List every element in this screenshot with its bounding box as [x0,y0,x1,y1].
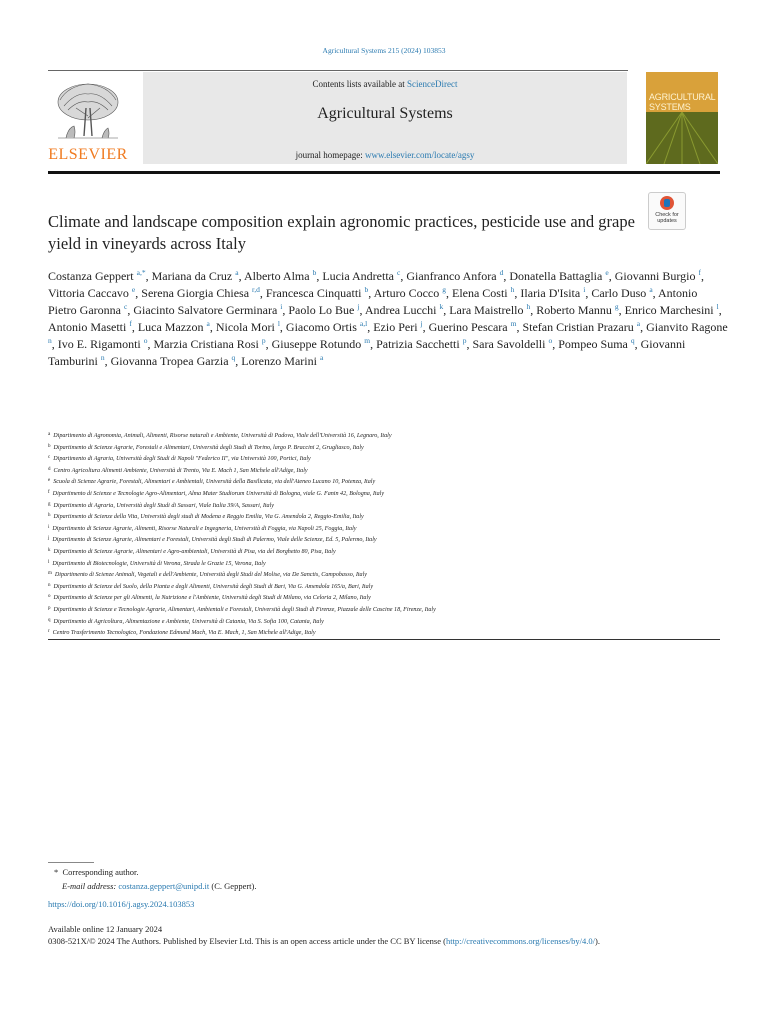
author-name[interactable]: Andrea Lucchi [364,302,437,317]
homepage-link[interactable]: www.elsevier.com/locate/agsy [365,150,475,160]
author-affiliation-ref[interactable]: a [206,318,210,328]
check-updates-bookmark-icon [664,199,670,207]
author-name[interactable]: Francesca Cinquatti [265,285,362,300]
author-name[interactable]: Elena Costi [451,285,508,300]
author-name[interactable]: Ivo E. Rigamonti [57,336,141,351]
author-name[interactable]: Patrizia Sacchetti [376,336,460,351]
author-affiliation-ref[interactable]: a [649,284,653,294]
author-name[interactable]: Enrico Marchesini [624,302,714,317]
author-affiliation-ref[interactable]: g [442,284,446,294]
footnote [54,865,714,893]
affiliation-label: b [48,443,51,449]
author-affiliation-ref[interactable]: r,d [252,284,260,294]
author-affiliation-ref[interactable]: m [364,335,371,345]
email-link[interactable]: costanza.geppert@unipd.it [118,881,210,891]
author-affiliation-ref[interactable]: f [129,318,132,328]
elsevier-logo[interactable] [48,78,128,164]
article-title: Climate and landscape composition explain agronomic practices, pesticide use and grape yield in vineyards across Italy [48,212,635,253]
affiliation-label: f [48,489,50,495]
author-affiliation-ref[interactable]: p [462,335,467,345]
affiliation-label: j [48,536,50,542]
author-affiliation-ref[interactable]: j [420,318,423,328]
affiliation-text: Dipartimento di Agricoltura, Alimentazione e Ambiente, Università di Catania, Via S. Sofia 100, Catania, Italy [53,618,324,625]
author-name[interactable]: Sara Savoldelli [472,336,546,351]
affiliation-label: d [48,466,51,472]
publisher-name: ELSEVIER [48,146,128,163]
affiliation-item [48,627,728,639]
affiliation-label: l [48,559,50,565]
author-name[interactable]: Giovanna Tropea Garzia [110,353,229,368]
affiliation-item [48,604,728,616]
author-affiliation-ref[interactable]: l [277,318,280,328]
affiliation-item [48,616,728,628]
cover-title: AGRICULTURAL SYSTEMS [649,92,716,112]
author-name[interactable]: Paolo Lo Bue [288,302,355,317]
author-name[interactable]: Ilaria D'Isita [520,285,581,300]
elsevier-tree-icon [48,78,128,144]
author-affiliation-ref[interactable]: b [312,268,317,277]
affiliation-label: k [48,547,51,553]
affiliation-label: h [48,513,51,519]
affiliation-item [48,500,728,512]
section-rule [48,639,720,640]
affiliation-text: Dipartimento di Agraria, Università degli Studi di Sassari, Viale Italia 39/A, Sassari, Italy [53,502,274,509]
author-affiliation-ref[interactable]: n [100,352,105,362]
affiliation-item [48,488,728,500]
author-list: Costanza Geppert $^{a,*}$, Mariana da Cruz $^a$, Alberto Alma $^b$, Lucia Andretta $^c$, Gianfranco Anfora $^d$, Donatella Battaglia $^e$, Giovanni Burgio $^f$, Vittoria Caccavo $^e$, Serena Giorgia Chiesa $^{r,d}$, Francesca Cinquatti $^b$, Arturo Cocco $^g$, Elena Costi $^h$, Ilaria D'Isita $^i$, Carlo Duso $^a$, Antonio Pietro Garonna $^c$, Giacinto Salvatore Germinara $^i$, Paolo Lo Bue $^j$, Andrea Lucchi $^k$, Lara Maistrello $^h$, Roberto Mannu $^g$, Enrico Marchesini $^l$, Antonio Masetti $^f$, Luca Mazzon $^a$, Nicola Mori $^l$, Giacomo Ortis $^{a,l}$, Ezio Peri $^j$, Guerino Pescara $^m$, Stefan Cristian Prazaru $^a$, Gianvito Ragone $^n$, Ivo E. Rigamonti $^o$, Marzia Cristiana Rosi $^p$, Giuseppe Rotundo $^m$, Patrizia Sacchetti $^p$, Sara Savoldelli $^o$, Pompeo Suma $^q$, Giovanni Tamburini $^n$, Giovanna Tropea Garzia $^q$, Lorenzo Marini $^a$ [48,268,728,368]
affiliation-item [48,442,728,454]
affiliation-label: o [48,594,51,600]
check-for-updates-button[interactable] [648,192,686,230]
affiliation-label: r [48,629,50,635]
author-name[interactable]: Luca Mazzon [137,319,204,334]
affiliation-item [48,523,728,535]
author-name[interactable]: Giovanni Burgio [614,269,696,283]
affiliation-label: c [48,455,51,461]
affiliation-label: p [48,605,51,611]
affiliation-text: Dipartimento di Scienze Agrarie, Alimentari e Forestali, Università degli Studi di Palermo, Viale delle Scienze, Ed. 5, Palermo, Italy [52,537,377,544]
license-line: 0308-521X/© 2024 The Authors. Published by Elsevier Ltd. This is an open access article under the CC BY license (http://creativecommons.org/licenses/by/4.0/). [48,935,600,946]
affiliation-item [48,476,728,488]
affiliation-label: g [48,501,51,507]
affiliation-label: e [48,478,51,484]
affiliation-text: Dipartimento di Scienze Agrarie, Alimenti, Risorse Naturali e Ingegneria, Università di Foggia, via Napoli 25, Foggia, Italy [52,525,357,532]
affiliation-item [48,569,728,581]
affiliation-text: Dipartimento di Scienze Agrarie, Alimentari e Agro-ambientali, Università di Pisa, via del Borghetto 80, Pisa, Italy [53,548,336,555]
license-link[interactable]: http://creativecommons.org/licenses/by/4.0/ [445,935,595,946]
affiliation-text: Scuola di Scienze Agrarie, Forestali, Alimentari e Ambientali, Università della Basilicata, via dell'Ateneo Lucano 10, Potenza, Italy [53,479,376,486]
author-affiliation-ref[interactable]: e [131,284,136,294]
sciencedirect-link[interactable]: ScienceDirect [407,79,458,89]
check-updates-label: Check for updates [655,212,679,224]
author-affiliation-ref[interactable]: m [510,318,517,328]
affiliation-text: Dipartimento di Scienze del Suolo, della Pianta e degli Alimenti, Università degli Studi di Bari, Via G. Amendola 165/a, Bari, Italy [53,583,374,590]
author-name[interactable]: Lorenzo Marini [241,353,317,368]
affiliation-text: Centro Trasferimento Tecnologico, Fondazione Edmund Mach, Via E. Mach, 1, San Michele all'Adige, Italy [52,630,316,637]
affiliation-item [48,558,728,570]
footnote-star: * [54,867,59,877]
homepage-line: journal homepage: www.elsevier.com/locate/agsy [295,150,475,160]
affiliation-text: Dipartimento di Scienze e Tecnologie Agrarie, Alimentari, Ambientali e Forestali, Università degli Studi di Firenze, Piazzale delle Cascine 18, Firenze, Italy [53,606,436,613]
author-affiliation-ref[interactable]: q [630,335,635,345]
author-affiliation-ref[interactable]: e [605,268,609,277]
affiliation-text: Dipartimento di Scienze Animali, Vegetali e dell'Ambiente, Università degli Studi del Molise, via De Sanctis, Campobasso, Italy [54,572,367,579]
author-affiliation-ref[interactable]: a,* [136,268,146,277]
author-affiliation-ref[interactable]: l [716,301,719,311]
author-name[interactable]: Vittoria Caccavo [48,285,129,300]
contents-line: Contents lists available at ScienceDirect [312,79,458,89]
affiliation-label: q [48,617,51,623]
author-affiliation-ref[interactable]: a [235,268,239,277]
affiliation-item [48,546,728,558]
journal-cover-image[interactable] [646,72,718,164]
affiliation-label: a [48,432,51,437]
author-name[interactable]: Giacomo Ortis [285,319,357,334]
author-affiliation-ref[interactable]: p [261,335,266,345]
email-label: E-mail address: [62,881,117,891]
author-name[interactable]: Stefan Cristian Prazaru [522,319,634,334]
author-name[interactable]: Gianvito Ragone [646,319,728,334]
affiliation-item [48,581,728,593]
author-name[interactable]: Gianfranco Anfora [406,269,497,283]
available-online: Available online 12 January 2024 [48,924,163,934]
cover-crop-rows [646,112,718,164]
author-name[interactable]: Giuseppe Rotundo [271,336,362,351]
author-affiliation-ref[interactable]: i [280,301,283,311]
author-affiliation-ref[interactable]: f [698,268,701,277]
corresponding-note: Corresponding author. [62,867,139,877]
author-name[interactable]: Giacinto Salvatore Germinara [133,302,278,317]
author-affiliation-ref[interactable]: o [548,335,553,345]
author-affiliation-ref[interactable]: a,l [359,318,368,328]
affiliation-item [48,534,728,546]
author-affiliation-ref[interactable]: h [526,301,531,311]
author-name[interactable]: Antonio Masetti [48,319,127,334]
author-affiliation-ref[interactable]: j [357,301,360,311]
affiliation-text: Dipartimento di Scienze per gli Alimenti, la Nutrizione e l'Ambiente, Università degli Studi di Milano, via Celoria 2, Milano, Italy [53,595,371,602]
doi-link[interactable]: https://doi.org/10.1016/j.agsy.2024.103853 [48,899,195,909]
author-name[interactable]: Guerino Pescara [428,319,508,334]
affiliation-label: m [48,571,52,577]
author-name[interactable]: Carlo Duso [591,285,647,300]
header-top-rule [48,70,628,71]
affiliation-text: Dipartimento di Scienze e Tecnologie Agro-Alimentari, Alma Mater Studiorum Università di Bologna, viale G. Fanin 42, Bologna, Italy [52,490,385,497]
affiliation-text: Dipartimento di Agronomia, Animali, Alimenti, Risorse naturali e Ambiente, Università di Padova, Viale dell'Università 16, Legnaro, Italy [53,433,392,439]
journal-banner [143,72,627,164]
author-name[interactable]: Pompeo Suma [558,336,628,351]
publication-info [48,924,728,947]
author-affiliation-ref[interactable]: d [499,268,504,277]
affiliation-item [48,453,728,465]
author-affiliation-ref[interactable]: a [636,318,641,328]
affiliation-item [48,592,728,604]
author-affiliation-ref[interactable]: q [231,352,236,362]
affiliation-label: i [48,524,50,530]
author-name[interactable]: Serena Giorgia Chiesa [141,285,250,300]
author-affiliation-ref[interactable]: h [510,284,515,294]
author-name[interactable]: Antonio Pietro Garonna [48,285,698,317]
author-affiliation-ref[interactable]: o [143,335,148,345]
affiliation-text: Dipartimento di Biotecnologie, Università di Verona, Strada le Grazie 15, Verona, Italy [52,560,266,567]
author-name[interactable]: Mariana da Cruz [151,269,233,283]
affiliation-text: Centro Agricoltura Alimenti Ambiente, Università di Trento, Via E. Mach 1, San Michele all'Adige, Italy [53,467,308,474]
author-name[interactable]: Nicola Mori [215,319,275,334]
affiliation-label: n [48,582,51,588]
affiliation-text: Dipartimento di Scienze Agrarie, Forestali e Alimentari, Università degli Studi di Torino, largo P. Braccini 2, Grugliasco, Italy [53,444,364,451]
author-affiliation-ref[interactable]: b [364,284,369,294]
author-affiliation-ref[interactable]: c [123,301,128,311]
affiliation-text: Dipartimento di Agraria, Università degli Studi di Napoli "Federico II", via Università 100, Portici, Italy [53,456,311,463]
footnote-rule [48,862,94,863]
affiliation-list [48,430,728,639]
author-affiliation-ref[interactable]: a [319,352,324,362]
affiliation-item [48,511,728,523]
journal-title[interactable]: Agricultural Systems [317,105,453,122]
affiliation-item [48,430,728,442]
email-suffix: (C. Geppert). [209,881,257,891]
citation-line[interactable]: Agricultural Systems 215 (2024) 103853 [322,46,446,55]
author-affiliation-ref[interactable]: g [614,301,619,311]
author-name[interactable]: Alberto Alma [243,269,310,283]
author-affiliation-ref[interactable]: c [396,268,401,277]
author-name[interactable]: Donatella Battaglia [509,269,603,283]
author-name[interactable]: Ezio Peri [373,319,418,334]
author-name[interactable]: Lucia Andretta [322,269,394,283]
author-name[interactable]: Marzia Cristiana Rosi [153,336,259,351]
author-name[interactable]: Lara Maistrello [449,302,524,317]
affiliation-text: Dipartimento di Scienze della Vita, Università degli studi di Modena e Reggio Emilia, Via G. Amendola 2, Reggio-Emilia, Italy [53,514,364,521]
author-name[interactable]: Arturo Cocco [373,285,440,300]
affiliation-item [48,465,728,477]
author-affiliation-ref[interactable]: n [48,335,52,345]
author-name[interactable]: Roberto Mannu [536,302,612,317]
header-bottom-rule [48,171,720,174]
author-affiliation-ref[interactable]: i [583,284,586,294]
author-affiliation-ref[interactable]: k [439,301,444,311]
author-name[interactable]: Giovanni Tamburini [48,336,686,368]
author-name[interactable]: Costanza Geppert [48,269,134,283]
